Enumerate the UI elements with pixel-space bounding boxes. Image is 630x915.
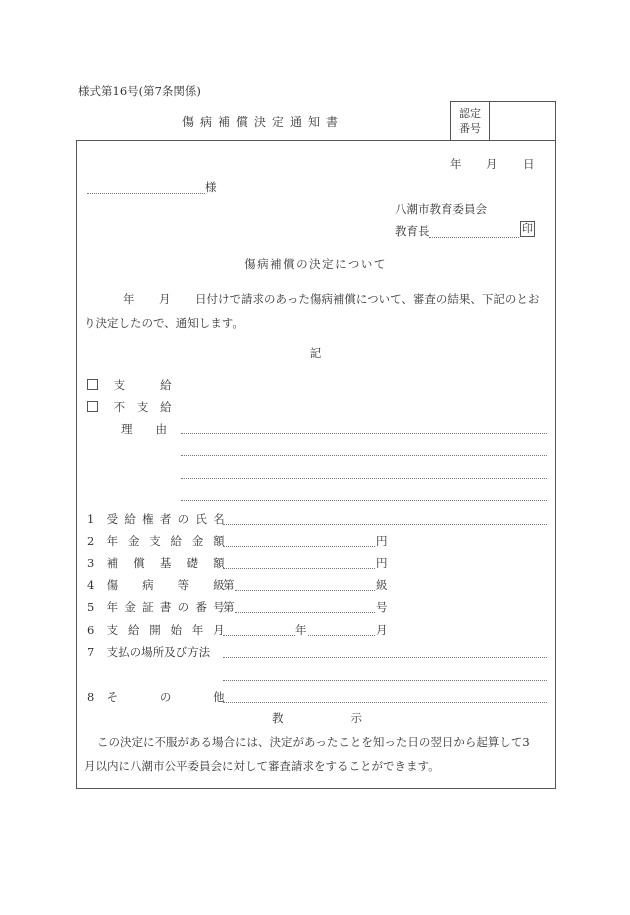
char: 番 bbox=[195, 600, 207, 614]
char: 年 bbox=[106, 600, 119, 614]
date-year: 年 bbox=[450, 157, 462, 171]
char: の bbox=[177, 512, 190, 526]
item-label-chars bbox=[107, 511, 225, 527]
char: 年 bbox=[191, 623, 204, 637]
reason-char: 理 bbox=[121, 422, 133, 436]
char: 名 bbox=[213, 512, 225, 526]
item-3-label bbox=[87, 555, 225, 571]
item-number: 5 bbox=[87, 600, 95, 614]
addressee-suffix: 様 bbox=[205, 180, 217, 194]
option-payment[interactable] bbox=[87, 377, 172, 393]
ki-heading: 記 bbox=[309, 346, 322, 360]
heading-char: 示 bbox=[350, 711, 362, 725]
nonpayment-checkbox[interactable] bbox=[87, 401, 98, 412]
item-label-text: 支払の場所及び方法 bbox=[106, 645, 211, 659]
form-title: 傷病補償決定通知書 bbox=[181, 115, 344, 129]
char: 支 bbox=[149, 534, 161, 548]
yen-unit: 円 bbox=[376, 556, 388, 570]
form-id: 様式第16号(第7条関係) bbox=[78, 84, 201, 98]
char: 支 bbox=[106, 623, 119, 637]
recipient-name-field[interactable] bbox=[223, 524, 547, 525]
reason-char: 由 bbox=[155, 422, 167, 436]
char: 氏 bbox=[195, 512, 207, 526]
instruction-line1: この決定に不服がある場合には、決定があったことを知った日の翌日から起算して3 bbox=[97, 735, 530, 749]
char: 金 bbox=[191, 534, 204, 548]
char: 書 bbox=[159, 600, 172, 614]
char: 他 bbox=[213, 690, 225, 704]
injury-grade-field[interactable] bbox=[235, 590, 375, 591]
notice-box bbox=[76, 140, 556, 789]
char: 金 bbox=[127, 534, 140, 548]
char: 年 bbox=[106, 534, 119, 548]
payment-checkbox[interactable] bbox=[87, 379, 98, 390]
char: 号 bbox=[213, 600, 225, 614]
char: 等 bbox=[177, 578, 190, 592]
body-year: 年 bbox=[123, 292, 135, 306]
cert-prefix: 第 bbox=[223, 600, 235, 614]
date-month: 月 bbox=[486, 157, 498, 171]
yen-unit: 円 bbox=[376, 534, 388, 548]
option-char: 支 bbox=[113, 378, 126, 392]
annual-pension-field[interactable] bbox=[223, 546, 375, 547]
char: 者 bbox=[159, 512, 172, 526]
item-8-label bbox=[87, 689, 225, 705]
item-number: 2 bbox=[87, 534, 95, 548]
item-number: 1 bbox=[87, 512, 95, 526]
option-char: 給 bbox=[160, 378, 172, 392]
option-char: 不 bbox=[113, 400, 126, 414]
char: の bbox=[159, 690, 172, 704]
cert-number-field[interactable] bbox=[490, 102, 555, 140]
char: 開 bbox=[149, 623, 161, 637]
start-year-unit: 年 bbox=[295, 623, 307, 637]
item-label-chars bbox=[107, 577, 225, 593]
char: 基 bbox=[159, 556, 172, 570]
payment-method-line-2[interactable] bbox=[223, 680, 547, 681]
item-number: 4 bbox=[87, 578, 95, 592]
char: 給 bbox=[124, 512, 136, 526]
cert-number-label bbox=[451, 102, 490, 140]
payment-method-line-1[interactable] bbox=[223, 657, 547, 658]
item-6-label bbox=[87, 622, 225, 638]
item-2-label bbox=[87, 533, 225, 549]
instruction-line2: 月以内に八潮市公平委員会に対して審査請求をすることができます。 bbox=[84, 759, 440, 773]
addressee-field[interactable] bbox=[87, 193, 205, 194]
char: 補 bbox=[106, 556, 119, 570]
cert-number-table bbox=[450, 101, 556, 140]
item-number: 6 bbox=[87, 623, 95, 637]
cert-suffix: 号 bbox=[376, 600, 388, 614]
body-line2: り決定したので、通知します。 bbox=[84, 316, 244, 330]
item-1-label bbox=[87, 511, 225, 527]
char: 権 bbox=[142, 512, 154, 526]
other-field[interactable] bbox=[223, 702, 547, 703]
base-amount-field[interactable] bbox=[223, 568, 375, 569]
title-row bbox=[76, 101, 556, 140]
grade-prefix: 第 bbox=[223, 578, 235, 592]
item-7-label bbox=[87, 644, 210, 660]
char: 病 bbox=[142, 578, 154, 592]
char: そ bbox=[106, 690, 119, 704]
item-number: 7 bbox=[87, 645, 95, 659]
issuer-name-field[interactable] bbox=[429, 237, 519, 238]
reason-line-2[interactable] bbox=[181, 455, 547, 456]
char: 償 bbox=[133, 556, 145, 570]
issuer-org: 八潮市教育委員会 bbox=[395, 202, 487, 216]
reason-line-1[interactable] bbox=[181, 433, 547, 434]
char: 受 bbox=[106, 512, 119, 526]
char: 金 bbox=[124, 600, 136, 614]
date-day: 日 bbox=[523, 157, 535, 171]
pension-cert-number-field[interactable] bbox=[235, 612, 375, 613]
item-5-label bbox=[87, 599, 225, 615]
cert-label-line2: 番号 bbox=[459, 122, 481, 135]
option-char: 支 bbox=[136, 400, 149, 414]
char: 額 bbox=[213, 534, 225, 548]
char: 級 bbox=[213, 578, 225, 592]
char: 始 bbox=[170, 623, 183, 637]
item-label-chars bbox=[107, 533, 225, 549]
seal-mark: 印 bbox=[522, 222, 533, 235]
issuer-title: 教育長 bbox=[395, 224, 430, 238]
instruction-heading bbox=[272, 710, 362, 726]
item-label-chars bbox=[107, 555, 225, 571]
item-label-chars bbox=[107, 599, 225, 615]
char: 月 bbox=[213, 623, 225, 637]
body-line1: 日付けで請求のあった傷病補償について、審査の結果、下記のとお bbox=[195, 292, 540, 306]
item-number: 3 bbox=[87, 556, 95, 570]
item-label-chars bbox=[107, 689, 225, 705]
start-month-unit: 月 bbox=[376, 623, 388, 637]
char: の bbox=[177, 600, 190, 614]
grade-suffix: 級 bbox=[376, 578, 388, 592]
option-char: 給 bbox=[160, 400, 172, 414]
char: 給 bbox=[127, 623, 140, 637]
char: 傷 bbox=[106, 578, 119, 592]
item-label-chars bbox=[107, 622, 225, 638]
subject: 傷病補償の決定について bbox=[244, 257, 387, 271]
item-number: 8 bbox=[87, 690, 95, 704]
heading-char: 教 bbox=[272, 711, 284, 725]
char: 礎 bbox=[186, 556, 199, 570]
reason-line-3[interactable] bbox=[181, 478, 547, 479]
option-nonpayment[interactable] bbox=[87, 399, 172, 415]
item-4-label bbox=[87, 577, 225, 593]
char: 証 bbox=[142, 600, 154, 614]
body-month: 月 bbox=[159, 292, 171, 306]
char: 給 bbox=[170, 534, 183, 548]
reason-label bbox=[121, 421, 167, 437]
reason-line-4[interactable] bbox=[181, 500, 547, 501]
cert-label-line1: 認定 bbox=[459, 107, 481, 120]
char: 額 bbox=[213, 556, 225, 570]
